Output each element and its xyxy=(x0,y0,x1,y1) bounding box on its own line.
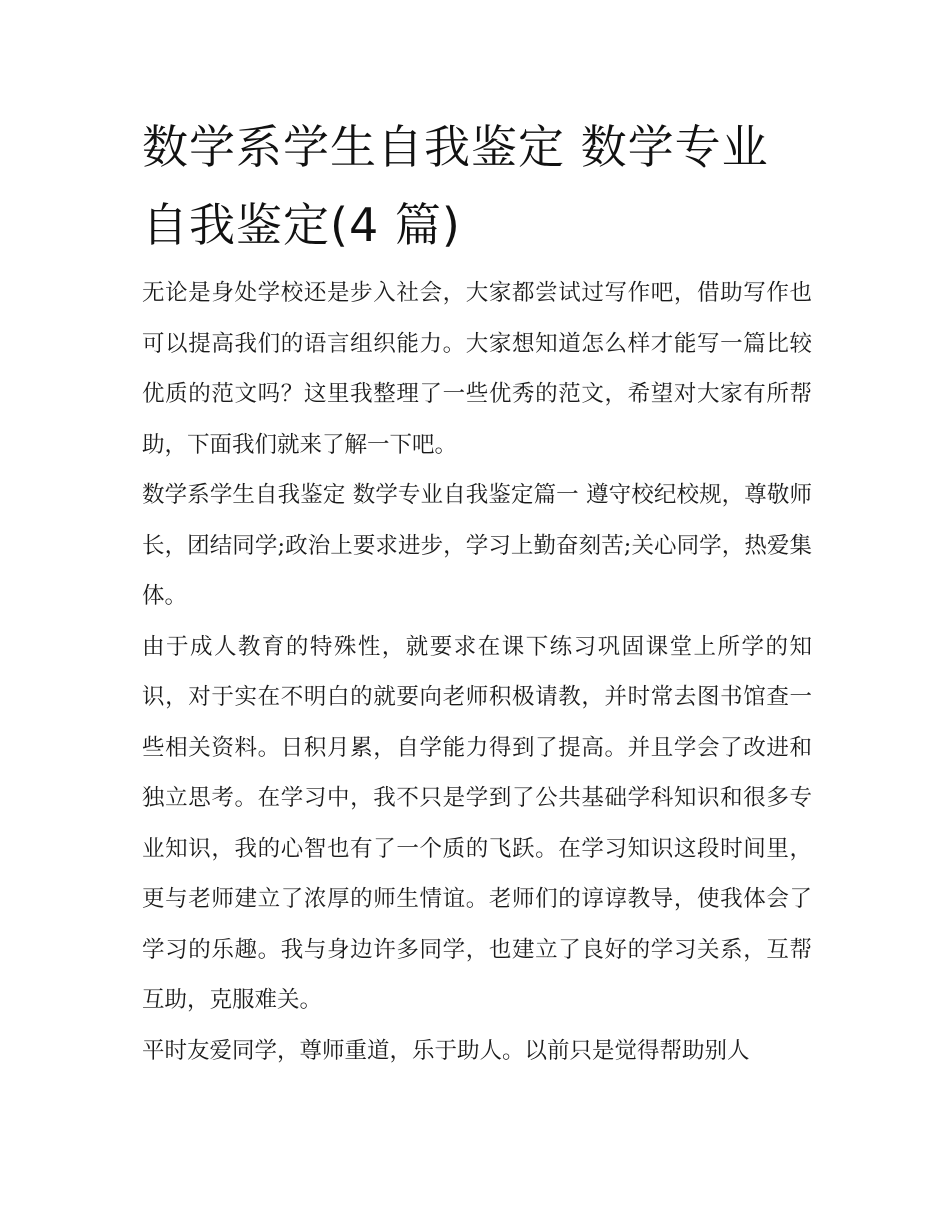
paragraph-conduct: 平时友爱同学，尊师重道，乐于助人。以前只是觉得帮助别人 xyxy=(142,1037,750,1064)
paragraph-article-one: 数学系学生自我鉴定 数学专业自我鉴定篇一 遵守校纪校规，尊敬师长，团结同学;政治上要求进步，学习上勤奋刻苦;关心同学，热爱集体。 xyxy=(142,482,812,609)
paragraph-study: 由于成人教育的特殊性，就要求在课下练习巩固课堂上所学的知识，对于实在不明白的就要向老师积极请教，并时常去图书馆查一些相关资料。日积月累，自学能力得到了提高。并且学会了改进和独立思考。在学习中，我不只是学到了公共基础学科知识和很多专业知识，我的心智也有了一个质的飞跃。在学习知识这段时间里，更与老师建立了浓厚的师生情谊。老师们的谆谆教导，使我体会了学习的乐趣。我与身边许多同学，也建立了良好的学习关系，互帮互助，克服难关。 xyxy=(142,633,812,1013)
paragraph-intro: 无论是身处学校还是步入社会，大家都尝试过写作吧，借助写作也可以提高我们的语言组织能力。大家想知道怎么样才能写一篇比较优质的范文吗？这里我整理了一些优秀的范文，希望对大家有所帮助，下面我们就来了解一下吧。 xyxy=(142,280,812,458)
document-title: 数学系学生自我鉴定 数学专业自我鉴定(4 篇) xyxy=(142,120,769,252)
document-body xyxy=(142,108,812,1076)
